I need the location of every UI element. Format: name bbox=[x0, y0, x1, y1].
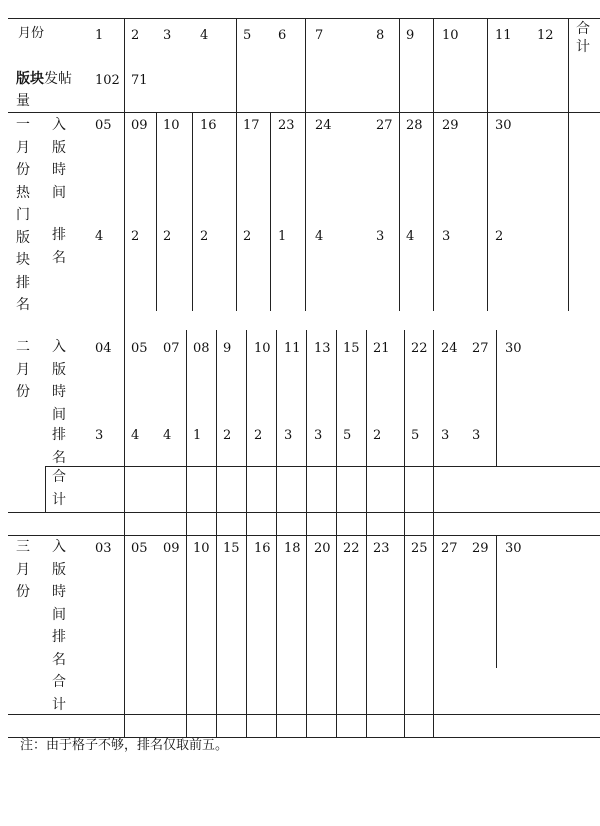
mar-date: 23 bbox=[373, 541, 390, 556]
feb-date: 13 bbox=[314, 341, 331, 356]
jan-rank: 2 bbox=[131, 229, 140, 244]
grid-line-vertical bbox=[433, 330, 434, 535]
feb-rank: 4 bbox=[163, 428, 172, 443]
feb-date: 05 bbox=[131, 341, 148, 356]
feb-rank: 3 bbox=[441, 428, 450, 443]
grid-line-vertical bbox=[568, 18, 569, 112]
jan-date: 24 bbox=[315, 118, 332, 133]
mar-date: 30 bbox=[505, 541, 522, 556]
grid-line-vertical bbox=[399, 112, 400, 311]
feb-month-label: 二月份 bbox=[16, 339, 30, 400]
feb-rank: 2 bbox=[254, 428, 263, 443]
grid-line-vertical bbox=[156, 112, 157, 311]
grid-line-vertical bbox=[306, 330, 307, 535]
jan-date: 16 bbox=[200, 118, 217, 133]
feb-date: 08 bbox=[193, 341, 210, 356]
mar-date: 25 bbox=[411, 541, 428, 556]
posts-label-line2: 量 bbox=[16, 93, 30, 109]
posts-label-rest: 发帖 bbox=[44, 71, 72, 87]
grid-line-vertical bbox=[404, 330, 405, 535]
header-month-3: 3 bbox=[163, 28, 172, 43]
grid-line-horizontal bbox=[45, 466, 600, 467]
jan-rank: 4 bbox=[95, 229, 104, 244]
jan-date: 30 bbox=[495, 118, 512, 133]
feb-rank: 2 bbox=[223, 428, 232, 443]
header-month-4: 4 bbox=[200, 28, 209, 43]
grid-line-vertical bbox=[487, 18, 488, 112]
feb-date: 9 bbox=[223, 341, 232, 356]
grid-line-vertical bbox=[568, 112, 569, 311]
jan-rank: 2 bbox=[163, 229, 172, 244]
grid-line-vertical bbox=[124, 311, 125, 535]
jan-rank: 2 bbox=[200, 229, 209, 244]
feb-rank: 3 bbox=[472, 428, 481, 443]
grid-line-vertical bbox=[336, 535, 337, 737]
header-month-5: 5 bbox=[243, 28, 252, 43]
jan-date: 09 bbox=[131, 118, 148, 133]
grid-line-vertical bbox=[366, 330, 367, 535]
feb-date: 21 bbox=[373, 341, 390, 356]
header-month-12: 12 bbox=[537, 28, 554, 43]
grid-line-vertical bbox=[487, 112, 488, 311]
posts-value-1: 102 bbox=[95, 73, 120, 88]
grid-line-vertical bbox=[270, 112, 271, 311]
jan-rank: 4 bbox=[406, 229, 415, 244]
feb-total-label: 合计 bbox=[52, 469, 66, 508]
feb-date: 04 bbox=[95, 341, 112, 356]
grid-line-vertical bbox=[124, 535, 125, 737]
mar-date: 05 bbox=[131, 541, 148, 556]
jan-rank-label: 排名 bbox=[52, 227, 66, 266]
jan-date: 10 bbox=[163, 118, 180, 133]
posts-label bbox=[16, 72, 72, 87]
grid-line-horizontal bbox=[8, 512, 600, 513]
grid-line-horizontal bbox=[8, 18, 600, 19]
grid-line-vertical bbox=[186, 535, 187, 737]
grid-line-vertical bbox=[236, 112, 237, 311]
header-month-8: 8 bbox=[376, 28, 385, 43]
feb-entry-label: 入版時间 bbox=[52, 339, 66, 423]
jan-rank: 4 bbox=[315, 229, 324, 244]
feb-rank: 3 bbox=[314, 428, 323, 443]
grid-line-vertical bbox=[276, 535, 277, 737]
jan-date: 28 bbox=[406, 118, 423, 133]
grid-line-vertical bbox=[366, 535, 367, 737]
mar-date: 10 bbox=[193, 541, 210, 556]
grid-line-vertical bbox=[192, 112, 193, 311]
mar-entry-label: 入版時间排名合计 bbox=[52, 539, 66, 713]
grid-line-vertical bbox=[216, 535, 217, 737]
feb-date: 30 bbox=[505, 341, 522, 356]
header-month-11: 11 bbox=[495, 28, 512, 43]
posts-value-2: 71 bbox=[131, 73, 148, 88]
feb-date: 22 bbox=[411, 341, 428, 356]
jan-rank: 3 bbox=[376, 229, 385, 244]
mar-month-label: 三月份 bbox=[16, 539, 30, 600]
grid-line-vertical bbox=[496, 535, 497, 668]
mar-date: 03 bbox=[95, 541, 112, 556]
grid-line-vertical bbox=[216, 330, 217, 535]
feb-rank: 1 bbox=[193, 428, 202, 443]
jan-date: 27 bbox=[376, 118, 393, 133]
header-month-6: 6 bbox=[278, 28, 287, 43]
jan-month-label: 一月份热门版块排名 bbox=[16, 117, 30, 313]
jan-rank: 3 bbox=[442, 229, 451, 244]
mar-date: 09 bbox=[163, 541, 180, 556]
mar-date: 27 bbox=[441, 541, 458, 556]
feb-date: 11 bbox=[284, 341, 301, 356]
grid-line-horizontal bbox=[8, 112, 600, 113]
feb-date: 15 bbox=[343, 341, 360, 356]
jan-date: 05 bbox=[95, 118, 112, 133]
grid-line-vertical bbox=[404, 535, 405, 737]
mar-date: 18 bbox=[284, 541, 301, 556]
feb-rank: 3 bbox=[284, 428, 293, 443]
feb-date: 24 bbox=[441, 341, 458, 356]
mar-date: 29 bbox=[472, 541, 489, 556]
mar-date: 15 bbox=[223, 541, 240, 556]
grid-line-vertical bbox=[433, 535, 434, 737]
grid-line-horizontal bbox=[8, 535, 600, 536]
jan-date: 29 bbox=[442, 118, 459, 133]
jan-rank: 2 bbox=[495, 229, 504, 244]
footnote: 注：由于格子不够，排名仅取前五。 bbox=[20, 738, 229, 753]
feb-rank: 3 bbox=[95, 428, 104, 443]
grid-line-vertical bbox=[305, 112, 306, 311]
mar-date: 22 bbox=[343, 541, 360, 556]
grid-line-vertical bbox=[399, 18, 400, 112]
header-total-label: 合计 bbox=[576, 21, 590, 55]
header-month-1: 1 bbox=[95, 28, 104, 43]
feb-rank: 4 bbox=[131, 428, 140, 443]
header-month-label: 月份 bbox=[18, 26, 45, 41]
feb-rank: 5 bbox=[343, 428, 352, 443]
grid-line-vertical bbox=[246, 535, 247, 737]
mar-date: 20 bbox=[314, 541, 331, 556]
grid-line-vertical bbox=[305, 18, 306, 112]
grid-line-vertical bbox=[433, 18, 434, 112]
grid-line-vertical bbox=[276, 330, 277, 535]
feb-date: 27 bbox=[472, 341, 489, 356]
grid-line-vertical bbox=[124, 112, 125, 311]
header-month-9: 9 bbox=[406, 28, 415, 43]
header-month-7: 7 bbox=[315, 28, 324, 43]
header-month-2: 2 bbox=[131, 28, 140, 43]
feb-rank: 5 bbox=[411, 428, 420, 443]
jan-date: 23 bbox=[278, 118, 295, 133]
mar-date: 16 bbox=[254, 541, 271, 556]
jan-rank: 2 bbox=[243, 229, 252, 244]
grid-line-vertical bbox=[45, 466, 46, 512]
jan-date: 17 bbox=[243, 118, 260, 133]
jan-rank: 1 bbox=[278, 229, 287, 244]
grid-line-vertical bbox=[336, 330, 337, 535]
feb-date: 10 bbox=[254, 341, 271, 356]
grid-line-vertical bbox=[433, 112, 434, 311]
posts-label-bold: 版块 bbox=[16, 71, 44, 87]
feb-date: 07 bbox=[163, 341, 180, 356]
jan-entry-label: 入版時间 bbox=[52, 117, 66, 201]
grid-line-vertical bbox=[124, 18, 125, 112]
grid-line-vertical bbox=[306, 535, 307, 737]
grid-line-vertical bbox=[496, 330, 497, 466]
header-month-10: 10 bbox=[442, 28, 459, 43]
feb-rank-label: 排名 bbox=[52, 427, 66, 466]
grid-line-vertical bbox=[246, 330, 247, 535]
feb-rank: 2 bbox=[373, 428, 382, 443]
grid-line-horizontal bbox=[8, 714, 600, 715]
grid-line-vertical bbox=[236, 18, 237, 112]
grid-line-vertical bbox=[186, 330, 187, 535]
